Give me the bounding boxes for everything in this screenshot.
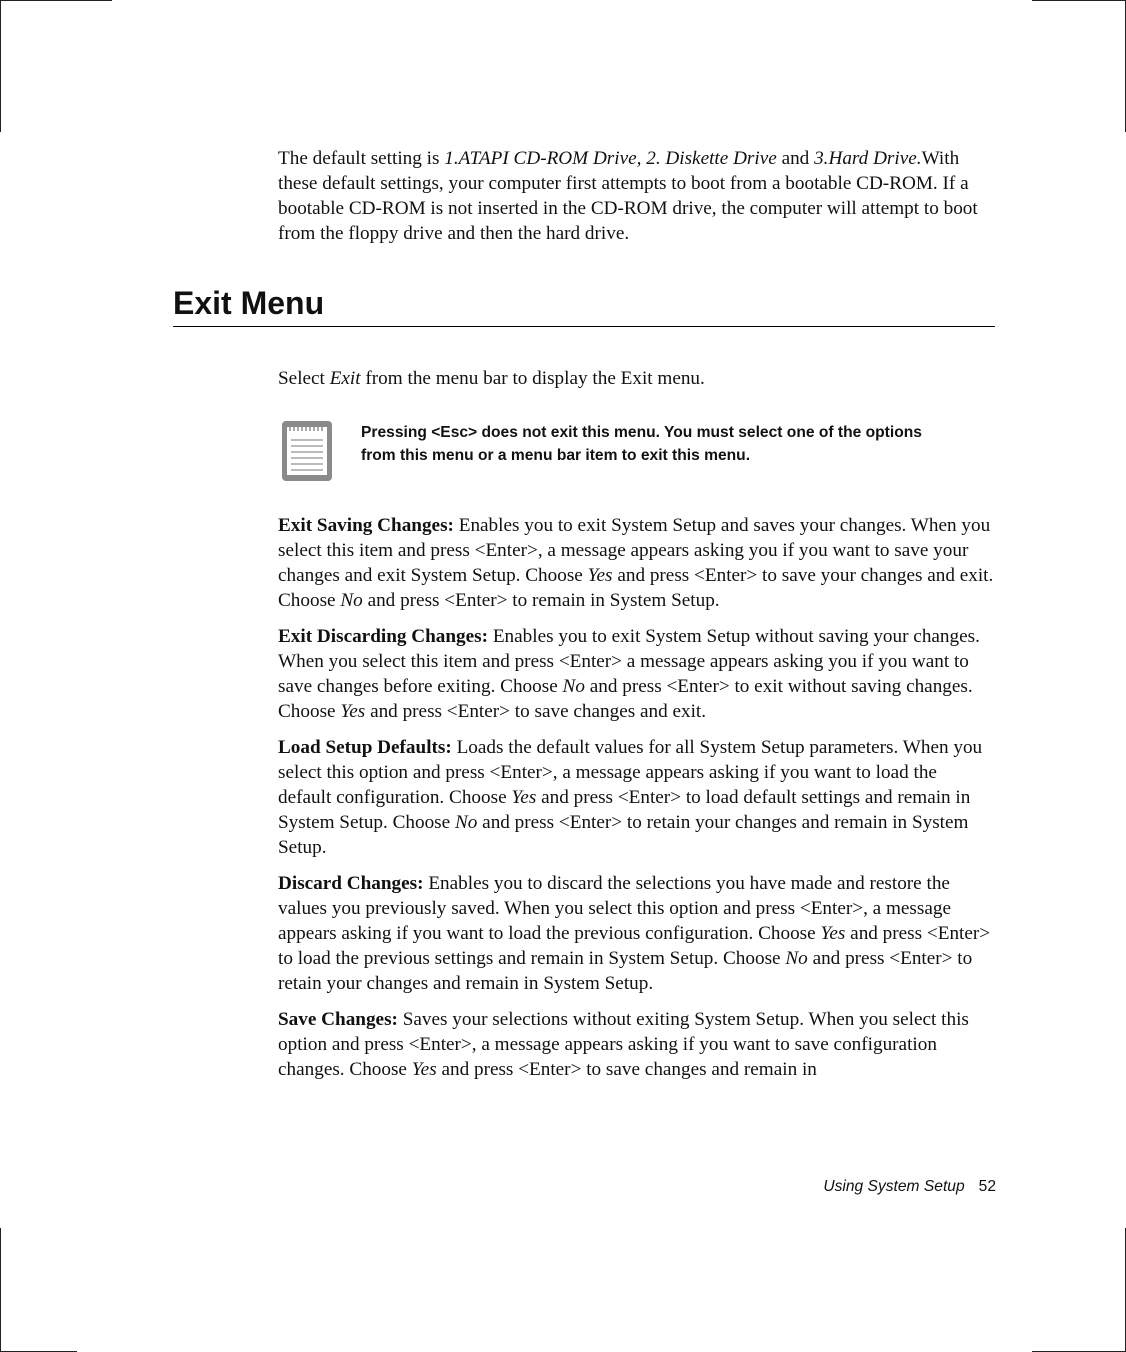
option-word: No: [454, 812, 478, 833]
text-run: and press <Enter> to exit without saving changes. Choose: [278, 676, 973, 722]
note-text: Pressing <Esc> does not exit this menu. You must select one of the options from this menu or a menu bar item to exit this menu.: [361, 424, 922, 464]
option-word: Yes: [511, 787, 537, 808]
running-footer-title: Using System Setup: [823, 1178, 965, 1195]
text-run: Enables you to exit System Setup without saving your changes. When you select this item and press <Enter> a message appears asking you if you want to save changes before exiting. Choose: [278, 626, 980, 697]
item-label: Exit Saving Changes:: [278, 515, 454, 536]
menu-name: Exit: [329, 368, 361, 389]
text-run: and press <Enter> to save changes and remain in: [436, 1059, 817, 1080]
text-run: and press <Enter> to load the previous settings and remain in System Setup. Choose: [278, 923, 991, 969]
crop-mark: [0, 0, 112, 1]
list-item: [278, 735, 994, 860]
text-run: and press <Enter> to remain in System Setup.: [362, 590, 720, 611]
notepad-icon: [281, 420, 333, 482]
text-run: Saves your selections without exiting System Setup. When you select this option and press <Enter>, a message appears asking if you want to save configuration changes. Choose: [278, 1009, 969, 1080]
boot-order-text: 3.Hard Drive.: [814, 148, 922, 169]
text-run: and press <Enter> to load default settings and remain in System Setup. Choose: [278, 787, 971, 833]
text-run: With these default settings, your computer first attempts to boot from a bootable CD-ROM. If a bootable CD-ROM is not inserted in the CD-ROM drive, the computer will attempt to boot from the floppy drive and then the hard drive.: [278, 148, 978, 244]
text-run: Select: [278, 368, 330, 389]
text-run: and press <Enter> to retain your changes and remain in System Setup.: [278, 948, 973, 994]
option-word: Yes: [820, 923, 846, 944]
page-footer: [823, 1178, 996, 1196]
option-word: No: [785, 948, 808, 969]
text-run: Enables you to discard the selections you have made and restore the values you previously saved. When you select this option and press <Enter>, a message appears asking if you want to load the previous configuration. Choose: [278, 873, 951, 944]
select-exit-paragraph: [278, 366, 994, 391]
text-run: Enables you to exit System Setup and saves your changes. When you select this item and press <Enter>, a message appears asking you if you want to save your changes and exit System Setup. Choose: [278, 515, 991, 586]
page-number: 52: [978, 1178, 996, 1195]
option-word: No: [340, 590, 363, 611]
text-run: and press <Enter> to retain your changes and remain in System Setup.: [278, 812, 969, 858]
crop-mark: [0, 1228, 1, 1352]
list-item: [278, 624, 994, 724]
option-word: No: [562, 676, 585, 697]
list-item: [278, 1007, 994, 1082]
text-run: from the menu bar to display the Exit menu.: [360, 368, 705, 389]
section-heading: Exit Menu: [173, 284, 995, 327]
intro-paragraph: [278, 146, 994, 246]
crop-mark: [1032, 0, 1126, 1]
item-label: Save Changes:: [278, 1009, 398, 1030]
list-item: [278, 513, 994, 613]
text-run: The default setting is: [278, 148, 445, 169]
item-label: Discard Changes:: [278, 873, 424, 894]
text-run: Loads the default values for all System Setup parameters. When you select this option and press <Enter>, a message appears asking if you want to load the default configuration. Choose: [278, 737, 983, 808]
boot-order-text: 1.ATAPI CD-ROM Drive, 2. Diskette Drive: [444, 148, 777, 169]
text-run: and: [776, 148, 815, 169]
text-run: and press <Enter> to save changes and exit.: [365, 701, 707, 722]
option-word: Yes: [587, 565, 613, 586]
option-word: Yes: [411, 1059, 437, 1080]
exit-menu-items: [278, 513, 994, 1093]
text-run: and press <Enter> to save your changes and exit. Choose: [278, 565, 994, 611]
option-word: Yes: [340, 701, 366, 722]
item-label: Exit Discarding Changes:: [278, 626, 489, 647]
list-item: [278, 871, 994, 996]
item-label: Load Setup Defaults:: [278, 737, 452, 758]
crop-mark: [0, 0, 1, 132]
